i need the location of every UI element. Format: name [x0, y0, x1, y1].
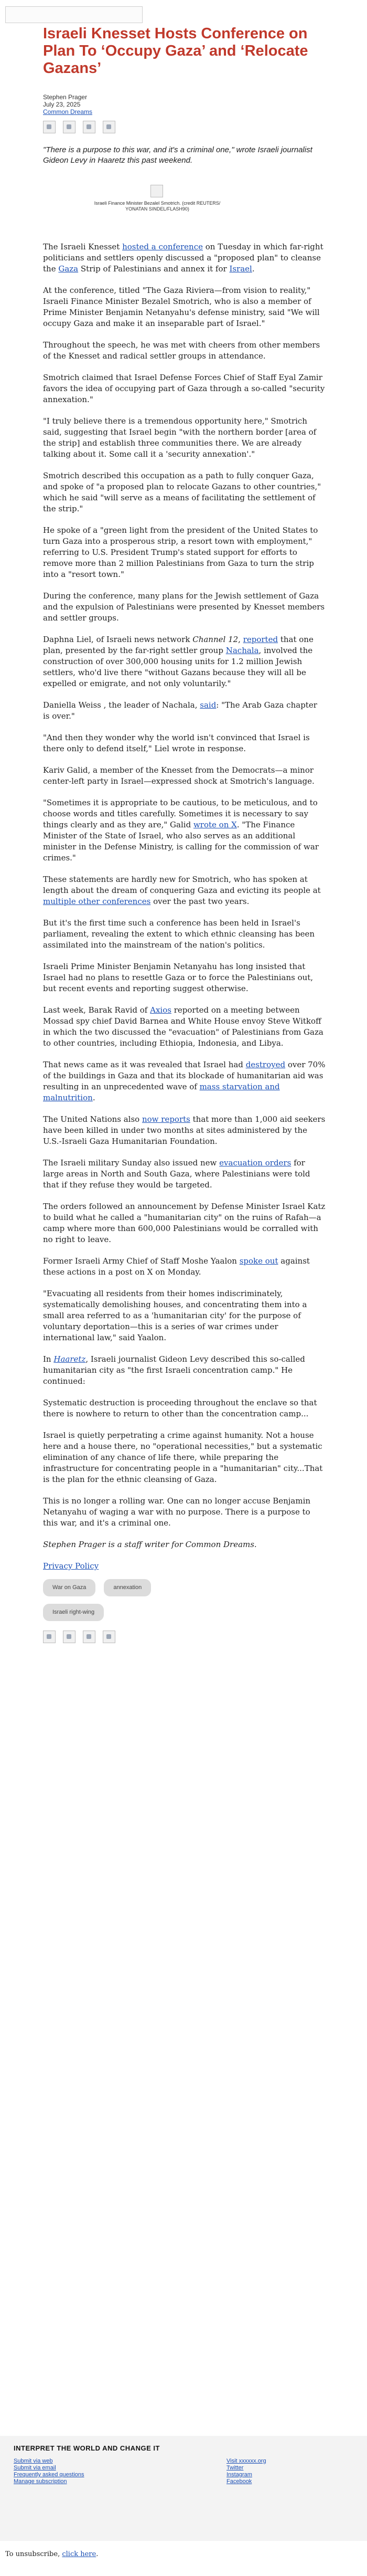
article-image-placeholder-icon — [150, 185, 163, 197]
share-image-icon[interactable] — [43, 121, 56, 133]
inline-link[interactable]: destroyed — [245, 1060, 286, 1069]
author-name: Stephen Prager — [43, 93, 88, 101]
instagram-link[interactable]: Instagram — [226, 2472, 252, 2478]
paragraph: Kariv Galid, a member of the Knesset from the Democrats—a minor center-left party in Israel—expressed shock at Smotrich's language. — [43, 765, 315, 786]
paragraph: That news came as it was revealed that Israel had destroyed over 70% of the buildings in Gaza and that its blockade of humanitarian aid was resulting in an unprecedented wave of mass starvation and malnutrition. — [43, 1060, 326, 1102]
paragraph: These statements are hardly new for Smotrich, who has spoken at length about the dream of conquering Gaza and evicting its people at multiple other conferences over the past two years. — [43, 875, 321, 906]
faq-link[interactable]: Frequently asked questions — [14, 2472, 84, 2478]
paragraph: The Israeli military Sunday also issued new evacuation orders for large areas in North and South Gaza, where Palestinians were told that if they refuse they would be targeted. — [43, 1158, 310, 1190]
byline — [43, 93, 92, 115]
submit-email-link[interactable]: Submit via email — [14, 2465, 56, 2471]
footer-heading: INTERPRET THE WORLD AND CHANGE IT — [14, 2444, 160, 2452]
facebook-link[interactable]: Facebook — [226, 2478, 252, 2485]
pull-quote: "There is a purpose to this war, and it's a criminal one," wrote Israeli journalist Gideon Levy in Haaretz this past weekend. — [43, 145, 312, 165]
inline-link[interactable]: spoke out — [239, 1256, 278, 1266]
share-image-icon[interactable] — [83, 1631, 95, 1643]
footer-left-links — [14, 2458, 84, 2485]
paragraph: Smotrich described this occupation as a path to fully conquer Gaza, and spoke of "a proposed plan to relocate Gazans to other countries," which he said "will serve as a means of facilitating the settlement of the strip." — [43, 471, 321, 513]
tag-israeli-right-wing[interactable]: Israeli right-wing — [43, 1604, 104, 1621]
paragraph: Smotrich claimed that Israel Defense Forces Chief of Staff Eyal Zamir favors the idea of occupying part of Gaza through a so-called "security annexation." — [43, 373, 325, 404]
paragraph: This is no longer a rolling war. One can no longer accuse Benjamin Netanyahu of waging a war with no purpose. There is a purpose to this war, and it's a criminal one. — [43, 1496, 311, 1528]
share-image-icon[interactable] — [63, 121, 75, 133]
share-image-icon[interactable] — [103, 121, 115, 133]
twitter-link[interactable]: Twitter — [226, 2465, 244, 2471]
paragraph: The United Nations also now reports that more than 1,000 aid seekers have been killed in under two months at sites administered by the U.S.-Israeli Gaza Humanitarian Foundation. — [43, 1114, 326, 1146]
share-buttons-bottom — [43, 1631, 326, 1643]
paragraph: Former Israeli Army Chief of Staff Moshe Yaalon spoke out against these actions in a post on X on Monday. — [43, 1256, 310, 1277]
tag-war-on-gaza[interactable]: War on Gaza — [43, 1579, 95, 1596]
paragraph: He spoke of a "green light from the president of the United States to turn Gaza into a prosperous strip, a resort town with employment," referring to U.S. President Trump's stated support for efforts to remove more than 2 million Palestinians from Gaza to turn the strip into a "resort town." — [43, 525, 318, 579]
paragraph: In Haaretz, Israeli journalist Gideon Levy described this so-called humanitarian city as "the first Israeli concentration camp." He continued: — [43, 1354, 305, 1386]
paragraph: "I truly believe there is a tremendous opportunity here," Smotrich said, suggesting that Israel begin "with the northern border [area of the strip] and establish three communities there. We are already talking about it. Some call it a 'security annexation'." — [43, 416, 317, 459]
site-logo[interactable] — [5, 6, 143, 23]
article-body — [43, 241, 326, 1643]
tag-list-row2 — [43, 1604, 326, 1621]
unsubscribe-link[interactable]: click here — [62, 2550, 96, 2558]
tag-list — [43, 1579, 326, 1596]
inline-link[interactable]: wrote on X — [193, 820, 237, 829]
author-signature: Stephen Prager is a staff writer for Common Dreams. — [43, 1540, 257, 1549]
paragraph: "Sometimes it is appropriate to be cautious, to be meticulous, and to choose words and titles carefully. Sometimes it is necessary to say things clearly and as they are," Galid wrote on X. "The Finance Minister of the State of Israel, who also serves as an additional minister in the Defense Ministry, is calling for the commission of war crimes." — [43, 798, 319, 863]
share-image-icon[interactable] — [103, 1631, 115, 1643]
paragraph: Daphna Liel, of Israeli news network Channel 12, reported that one plan, presented by the far-right settler group Nachala, involved the construction of over 300,000 housing units for 1.2 million Jewish settlers, who'd live there "without Gazans because they will all be expelled or emigrate, and not only voluntarily." — [43, 635, 314, 688]
paragraph: Daniella Weiss , the leader of Nachala, said: "The Arab Gaza chapter is over." — [43, 700, 317, 721]
paragraph: Israel is quietly perpetrating a crime against humanity. Not a house here and a house there, no "operational necessities," but a systematic elimination of any chance of life there, while preparing the infrastructure for concentrating people in a "humanitarian" city...That is the plan for the ethnic cleansing of Gaza. — [43, 1431, 323, 1484]
paragraph: The orders followed an announcement by Defense Minister Israel Katz to build what he called a "humanitarian city" on the ruins of Rafah—a camp where more than 600,000 Palestinians would be corralled with no right to leave. — [43, 1202, 326, 1244]
manage-subscription-link[interactable]: Manage subscription — [14, 2478, 67, 2485]
image-caption: Israeli Finance Minister Bezalel Smotrich. (credit REUTERS/ YONATAN SINDEL/FLASH90) — [94, 201, 221, 212]
paragraph: Systematic destruction is proceeding throughout the enclave so that there is nowhere to return to other than the concentration camp... — [43, 1398, 317, 1418]
unsubscribe-line: To unsubscribe, click here. — [5, 2550, 99, 2558]
inline-link[interactable]: Haaretz — [53, 1354, 86, 1364]
inline-link[interactable]: said — [200, 700, 217, 710]
inline-link[interactable]: reported — [243, 635, 278, 644]
paragraph: During the conference, many plans for the Jewish settlement of Gaza and the expulsion of Palestinians were presented by Knesset members and settler groups. — [43, 591, 325, 623]
paragraph: Throughout the speech, he was met with cheers from other members of the Knesset and radical settler groups in attendance. — [43, 340, 320, 361]
inline-link[interactable]: Axios — [150, 1005, 171, 1015]
privacy-policy-link[interactable]: Privacy Policy — [43, 1561, 99, 1571]
paragraph: Last week, Barak Ravid of Axios reported on a meeting between Mossad spy chief David Barnea and White House envoy Steve Witkoff in which the two discussed the "evacuation" of Palestinians from Gaza to other countries, including Ethiopia, Indonesia, and Libya. — [43, 1005, 323, 1048]
share-image-icon[interactable] — [43, 1631, 56, 1643]
paragraph: "Evacuating all residents from their homes indiscriminately, systematically demolishing houses, and concentrating them into a small area referred to as a 'humanitarian city' for the purpose of voluntary deportation—this is a series of war crimes under international law," said Yaalon. — [43, 1289, 307, 1342]
inline-link[interactable]: multiple other conferences — [43, 897, 151, 906]
share-image-icon[interactable] — [63, 1631, 75, 1643]
article-title: Israeli Knesset Hosts Conference on Plan To ‘Occupy Gaza’ and ‘Relocate Gazans’ — [43, 25, 308, 77]
tag-annexation[interactable]: annexation — [104, 1579, 151, 1596]
inline-link[interactable]: Gaza — [58, 264, 79, 274]
inline-link[interactable]: now reports — [142, 1114, 190, 1124]
inline-link[interactable]: Nachala — [225, 646, 259, 655]
footer — [0, 2436, 367, 2541]
inline-link[interactable]: hosted a conference — [122, 242, 203, 251]
publish-date: July 23, 2025 — [43, 101, 81, 108]
source-link[interactable]: Common Dreams — [43, 108, 93, 115]
inline-link[interactable]: Israel — [229, 264, 252, 274]
inline-link[interactable]: mass starvation and malnutrition — [43, 1082, 280, 1102]
share-image-icon[interactable] — [83, 121, 95, 133]
paragraph: But it's the first time such a conference has been held in Israel's parliament, revealing the extent to which ethnic cleansing has been assimilated into the mainstream of the nation's politics. — [43, 918, 315, 950]
paragraph: Israeli Prime Minister Benjamin Netanyahu has long insisted that Israel had no plans to resettle Gaza or to force the Palestinians out, but recent events and reporting suggest otherwise. — [43, 962, 314, 993]
inline-link[interactable]: evacuation orders — [219, 1158, 292, 1168]
paragraph: At the conference, titled "The Gaza Riviera—from vision to reality," Israeli Finance Minister Bezalel Smotrich, who is also a member of Prime Minister Benjamin Netanyahu's defense ministry, said "We will occupy Gaza and make it an inseparable part of Israel." — [43, 286, 320, 328]
paragraph: "And then they wonder why the world isn't convinced that Israel is there only to defend itself," Liel wrote in response. — [43, 733, 310, 753]
submit-web-link[interactable]: Submit via web — [14, 2458, 53, 2464]
footer-right-links — [226, 2458, 266, 2485]
visit-site-link[interactable]: Visit xxxxxx.org — [226, 2458, 266, 2464]
share-buttons-top — [43, 121, 115, 133]
paragraph: The Israeli Knesset hosted a conference on Tuesday in which far-right politicians and settlers openly discussed a "proposed plan" to cleanse the Gaza Strip of Palestinians and annex it for Israel. — [43, 242, 323, 274]
